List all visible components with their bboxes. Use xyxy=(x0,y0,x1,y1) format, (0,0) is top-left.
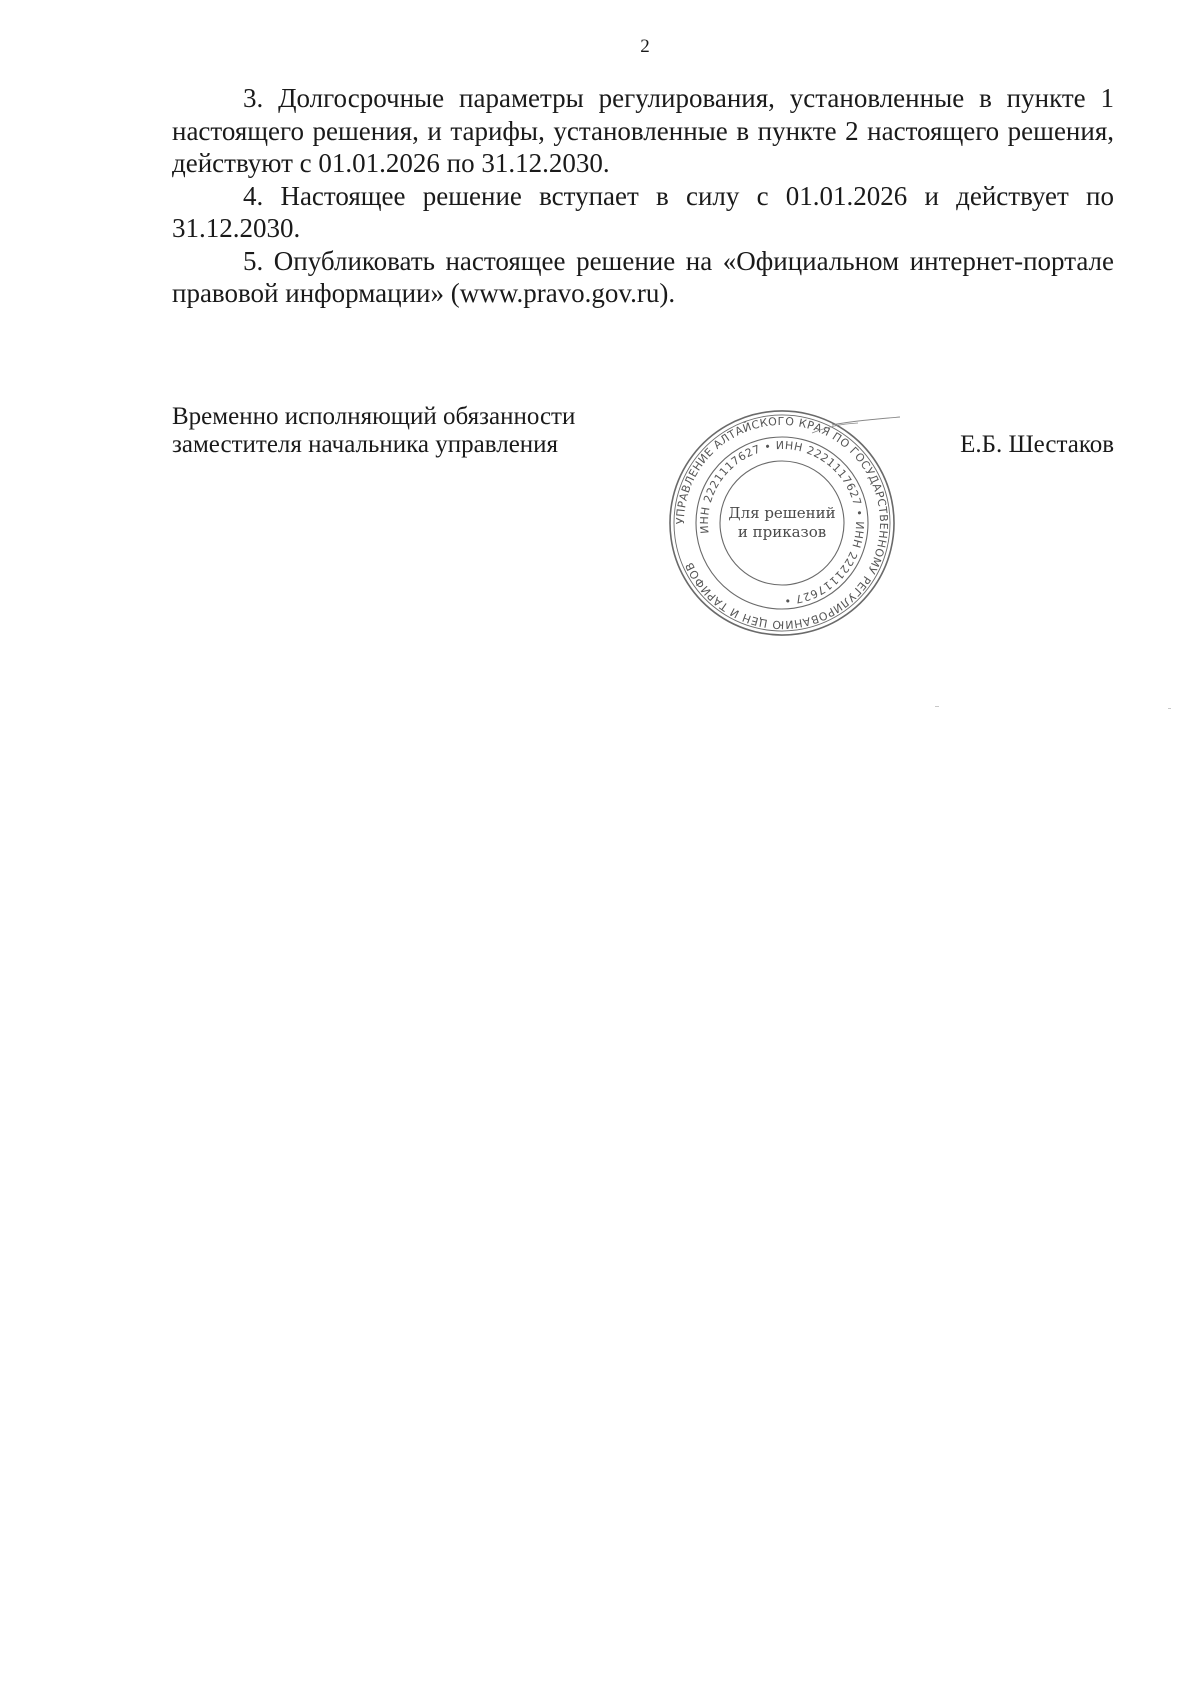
seal-center-line-2: и приказов xyxy=(737,523,827,541)
page-number: 2 xyxy=(640,36,650,57)
signatory-name: Е.Б. Шестаков xyxy=(960,431,1114,458)
signatory-title-line-2: заместителя начальника управления xyxy=(172,431,559,458)
document-body xyxy=(172,82,1114,310)
seal-outer-ring-text: УПРАВЛЕНИЕ АЛТАЙСКОГО КРАЯ ПО ГОСУДАРСТВЕННОМУ РЕГУЛИРОВАНИЮ ЦЕН И ТАРИФОВ xyxy=(673,414,891,632)
seal-icon xyxy=(662,403,902,643)
seal-inner-ring-text: ИНН 2221117627 • ИНН 2221117627 • ИНН 2221117627 • xyxy=(697,438,867,608)
signatory-title xyxy=(172,403,575,459)
official-seal xyxy=(662,403,902,643)
signature-block xyxy=(172,403,1114,643)
signature-stroke xyxy=(832,417,900,425)
paragraph-3: 3. Долгосрочные параметры регулирования, установленные в пункте 1 настоящего решения, и тарифы, установленные в пункте 2 настоящего решения, действуют с 01.01.2026 по 31.12.2030. xyxy=(172,83,1114,178)
paragraph-5: 5. Опубликовать настоящее решение на «Официальном интернет-портале правовой информации» (www.pravo.gov.ru). xyxy=(172,245,1114,308)
scan-artifact xyxy=(935,706,939,707)
scan-artifact xyxy=(1168,708,1171,709)
paragraph-4: 4. Настоящее решение вступает в силу с 01.01.2026 и действует по 31.12.2030. xyxy=(172,180,1114,243)
seal-center-line-1: Для решений xyxy=(728,504,836,522)
signatory-title-line-1: Временно исполняющий обязанности xyxy=(172,403,576,430)
